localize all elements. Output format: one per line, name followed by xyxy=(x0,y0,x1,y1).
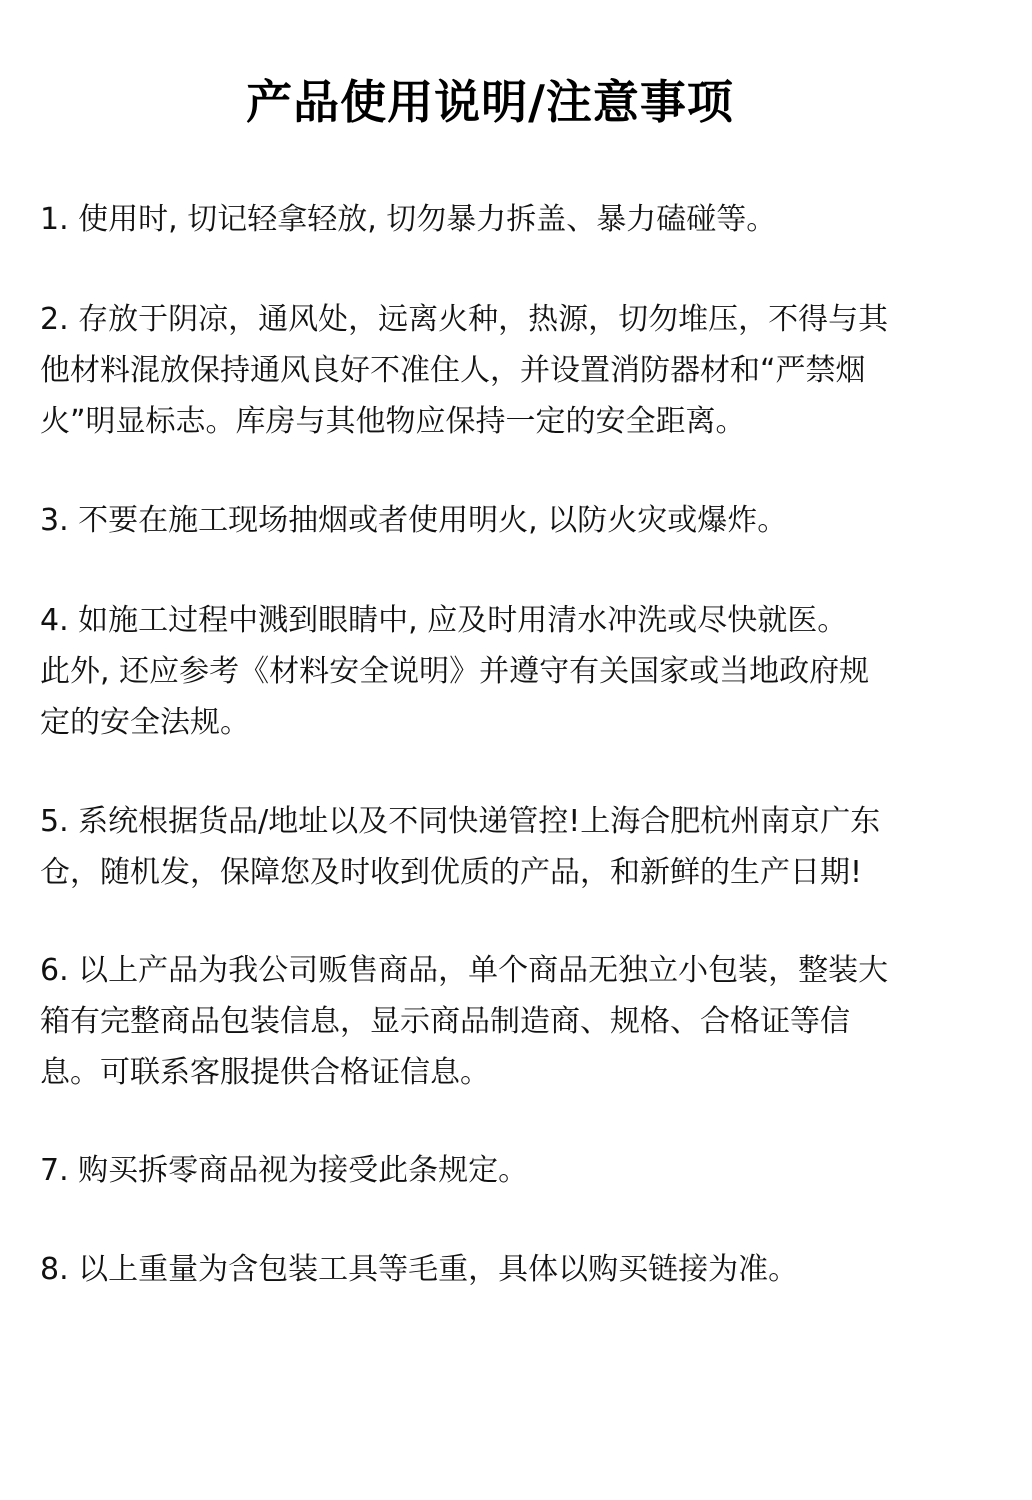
notice-item-1 xyxy=(40,194,1000,245)
page-title: 产品使用说明/注意事项 xyxy=(246,75,734,129)
notice-line: 火”明显标志。库房与其他物应保持一定的安全距离。 xyxy=(40,404,746,439)
notice-line: 5. 系统根据货品/地址以及不同快递管控!上海合肥杭州南京广东 xyxy=(40,804,881,839)
notice-item-4 xyxy=(40,595,1000,748)
notice-line: 息。可联系客服提供合格证信息。 xyxy=(40,1055,490,1090)
notice-item-8 xyxy=(40,1244,1000,1295)
notice-item-2 xyxy=(40,294,1000,447)
notice-line: 8. 以上重量为含包装工具等毛重，具体以购买链接为准。 xyxy=(40,1252,799,1287)
notice-line: 定的安全法规。 xyxy=(40,705,250,740)
notice-line: 他材料混放保持通风良好不准住人，并设置消防器材和“严禁烟 xyxy=(40,353,866,388)
notice-line: 4. 如施工过程中溅到眼睛中, 应及时用清水冲洗或尽快就医。 xyxy=(40,603,848,638)
notice-item-5 xyxy=(40,796,1000,898)
notice-line: 1. 使用时, 切记轻拿轻放, 切勿暴力拆盖、暴力磕碰等。 xyxy=(40,202,777,237)
notice-item-7 xyxy=(40,1145,1000,1196)
notice-line: 仓，随机发，保障您及时收到优质的产品，和新鲜的生产日期! xyxy=(40,855,863,890)
notice-line: 7. 购买拆零商品视为接受此条规定。 xyxy=(40,1153,529,1188)
notice-line: 此外, 还应参考《材料安全说明》并遵守有关国家或当地政府规 xyxy=(40,654,870,689)
notice-item-6 xyxy=(40,945,1000,1098)
notice-line: 3. 不要在施工现场抽烟或者使用明火, 以防火灾或爆炸。 xyxy=(40,503,788,538)
notice-line: 箱有完整商品包装信息，显示商品制造商、规格、合格证等信 xyxy=(40,1004,850,1039)
notice-item-3 xyxy=(40,495,1000,546)
notice-line: 6. 以上产品为我公司贩售商品，单个商品无独立小包装，整装大 xyxy=(40,953,889,988)
notice-line: 2. 存放于阴凉，通风处，远离火种，热源，切勿堆压，不得与其 xyxy=(40,302,889,337)
